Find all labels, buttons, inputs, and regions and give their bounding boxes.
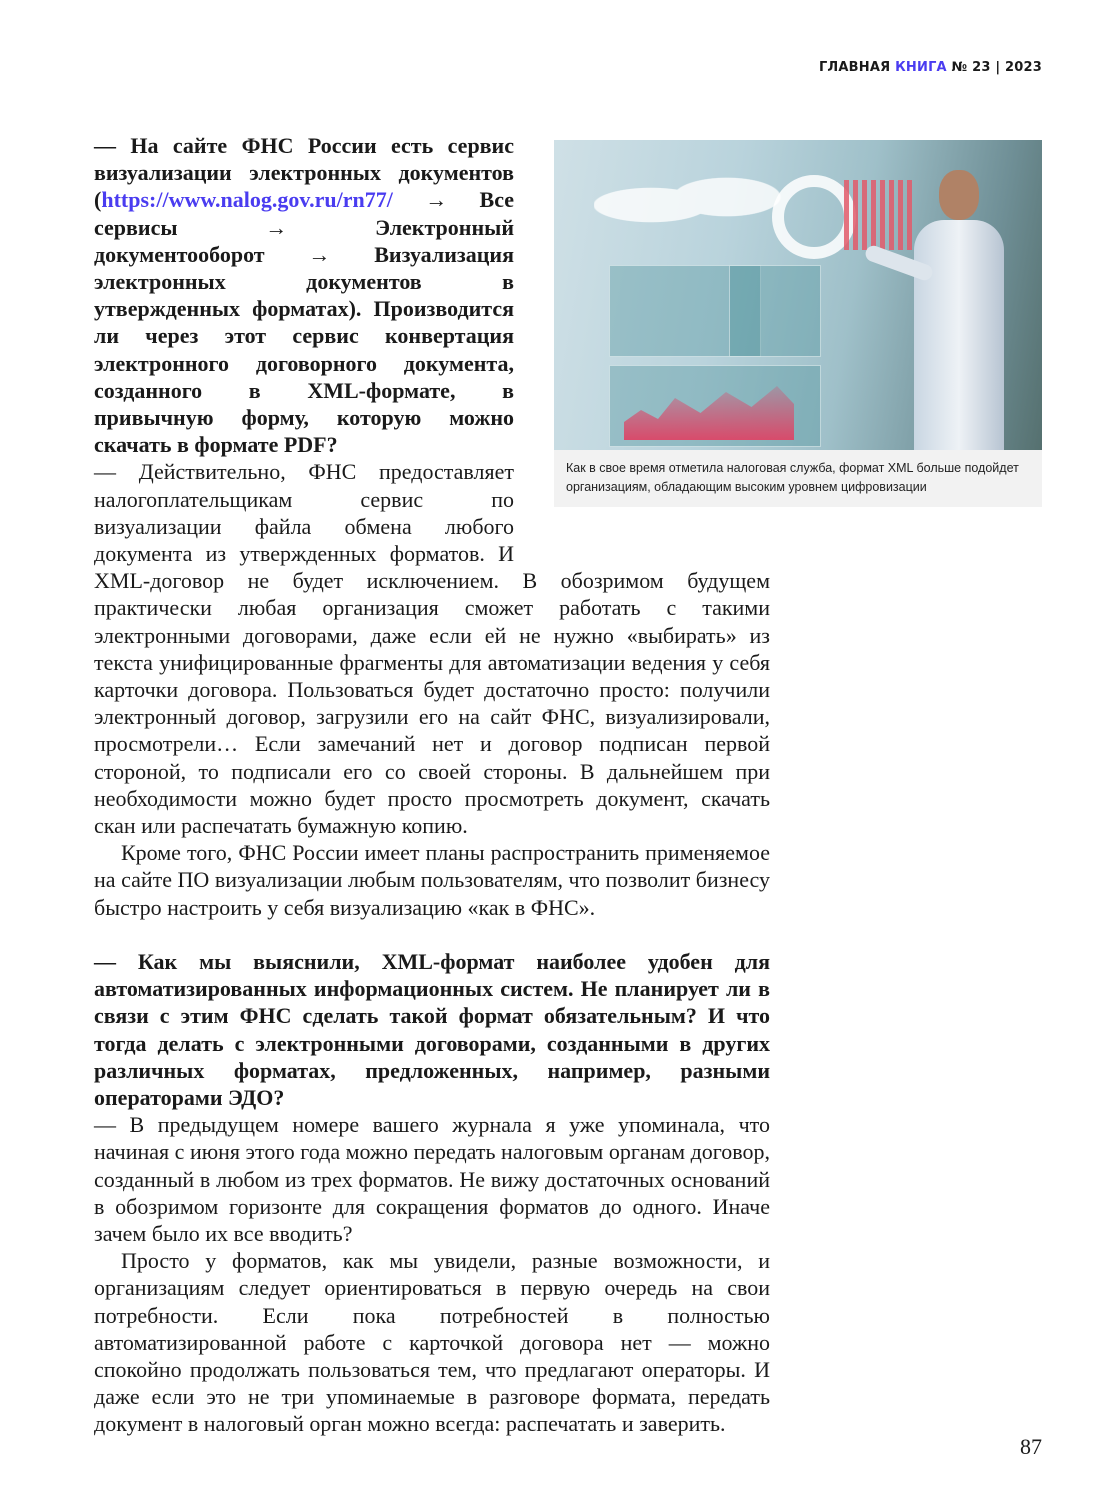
answer-2-paragraph-2: Просто у форматов, как мы увидели, разные возможности, и организациям следует ориентироваться в первую очередь на свои потребности. Если пока потребностей в полностью автоматизированной работе с карточкой договора нет — можно спокойно продолжать пользоваться тем, что предлагают операторы. И даже если это не три упоминаемые в разговоре формата, передать документ в налоговый орган можно всегда: распечатать и заверить.: [94, 1248, 770, 1437]
businessman-figure: [899, 170, 1019, 450]
brand-name-part1: ГЛАВНАЯ: [818, 60, 891, 75]
answer-2-paragraph-1: — В предыдущем номере вашего журнала я уже упоминала, что начиная с июня этого года можно передать налоговым органам договор, созданный в любом из трех форматов. Не вижу достаточных оснований в обозримом горизонте для сокращения форматов до одного. Иначе зачем было их все вводить?: [94, 1112, 770, 1246]
page-number: 87: [1020, 1434, 1042, 1459]
issue-number: № 23 | 2023: [951, 60, 1042, 75]
question-1-text: — На сайте ФНС России есть сервис визуализации электронных документов (: [94, 133, 514, 213]
fns-link[interactable]: https://www.nalog.gov.ru/rn77/: [101, 187, 393, 213]
question-1-text-cont: → Все сервисы → Электронный документооборот → Визуализация электронных документов в утвержденных форматах). Производится ли через этот сервис конвертация электронного договорного документа, созданного в XML-формате, в привычную форму, которую можно скачать в формате PDF?: [94, 187, 514, 458]
brand-name-part2: КНИГА: [895, 60, 947, 75]
question-2: — Как мы выяснили, XML-формат наиболее удобен для автоматизированных информационных систем. Не планирует ли в связи с этим ФНС сделать такой формат обязательным? И что тогда делать с электронными договорами, созданными в других различных форматах, предложенных, например, разными операторами ЭДО?: [94, 948, 770, 1110]
answer-1-paragraph-1: — Действительно, ФНС предоставляет налогоплательщикам сервис по визуализации файла обмена любого документа из утвержденных форматов. И XML-договор не будет исключением. В обозримом будущем практически любая организация сможет работать с такими электронными договорами, даже если ей не нужно «выбирать» из текста унифицированные фрагменты для автоматизации ведения у себя карточки договора. Пользоваться будет достаточно просто: получили электронный договор, загрузили его на сайт ФНС, визуализировали, просмотрели… Если замечаний нет и договор подписан первой стороной, то подписали его со своей стороны. В дальнейшем при необходимости можно будет просто просмотреть документ, скачать скан или распечатать бумажную копию.: [94, 459, 770, 839]
answer-1-paragraph-2: Кроме того, ФНС России имеет планы распространить применяемое на сайте ПО визуализации любым пользователям, что позволит бизнесу быстро настроить у себя визуализацию «как в ФНС».: [94, 840, 770, 920]
running-header: [819, 60, 1042, 75]
figure-caption: Как в свое время отметила налоговая служба, формат XML больше подойдет организациям, обладающим высоким уровнем цифровизации: [554, 450, 1042, 507]
article-body: [94, 132, 770, 1438]
